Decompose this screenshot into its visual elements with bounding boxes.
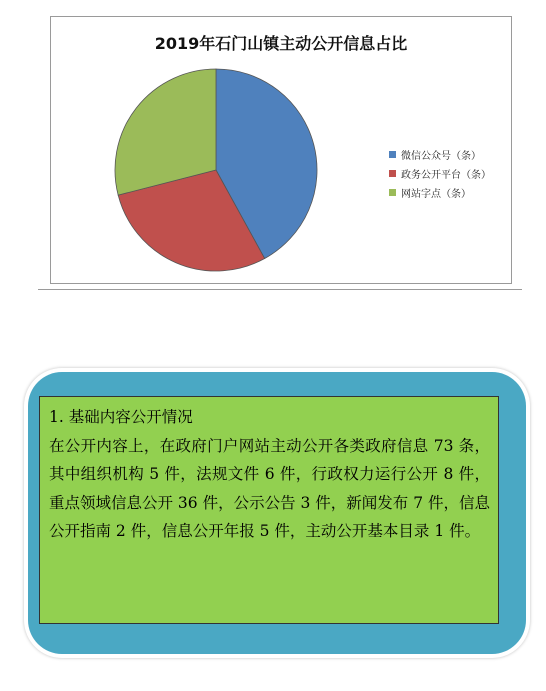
chart-frame (50, 16, 512, 284)
legend-label: 微信公众号（条） (401, 151, 481, 162)
legend-swatch (389, 170, 396, 177)
legend (389, 145, 491, 202)
chart-title: 2019年石门山镇主动公开信息占比 (154, 34, 408, 53)
legend-item (389, 164, 491, 183)
legend-swatch (389, 151, 396, 158)
info-text-box (39, 396, 499, 624)
legend-item (389, 183, 491, 202)
section-heading: 1. 基础内容公开情况 (49, 408, 193, 426)
legend-item (389, 145, 491, 164)
legend-swatch (389, 189, 396, 196)
pie-slices (115, 69, 317, 271)
separator-line (38, 289, 522, 290)
section-body: 在公开内容上，在政府门户网站主动公开各类政府信息 73 条，其中组织机构 5 件，法规文件 6 件，行政权力运行公开 8 件，重点领域信息公开 36 件，公示公告 3 件，新闻发布 7 件，信息公开指南 2 件，信息公开年报 5 件，主动公开基本目录 1 件。 (49, 436, 491, 540)
legend-label: 网站字点（条） (401, 189, 471, 200)
legend-label: 政务公开平台（条） (401, 170, 491, 181)
